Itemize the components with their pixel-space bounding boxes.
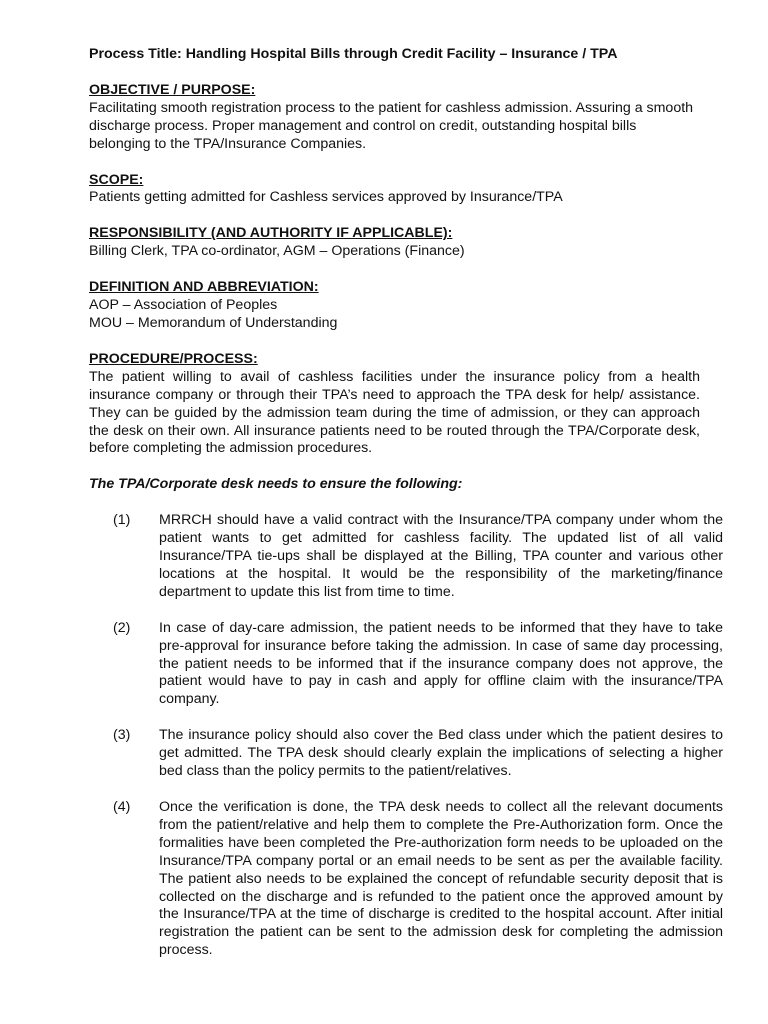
- list-item: [113, 799, 723, 960]
- objective-text: Facilitating smooth registration process to the patient for cashless admission. Assuring a smooth discharge process. Proper management and control on credit, outstanding hospital bills belonging to the TPA/Insurance Companies.: [89, 99, 694, 152]
- procedure-text: The patient willing to avail of cashless facilities under the insurance policy from a health insurance company or through their TPA’s need to approach the TPA desk for help/ assistance. They can be guided by the admission team during the time of admission, or they can approach the desk on their own. All insurance patients need to be routed through the TPA/Corporate desk, before completing the admission procedures.: [89, 368, 700, 457]
- list-item: [113, 512, 723, 602]
- list-item-number: (4): [113, 799, 131, 815]
- definition-item: MOU – Memorandum of Understanding: [89, 314, 338, 331]
- objective-section: [89, 82, 700, 154]
- scope-heading: SCOPE:: [89, 171, 144, 188]
- definitions-list: [89, 297, 700, 333]
- list-item-text: In case of day-care admission, the patient needs to be informed that they have to take pre-approval for insurance before taking the admission. In case of same day processing, the patient needs to be informed that if the insurance company does not approve, the patient would have to pay in cash and apply for offline claim with the insurance/TPA company.: [159, 619, 723, 708]
- responsibility-section: [89, 225, 700, 261]
- list-item-number: (2): [113, 619, 131, 636]
- objective-heading: OBJECTIVE / PURPOSE:: [89, 81, 256, 98]
- procedure-section: [89, 351, 700, 458]
- scope-section: [89, 172, 700, 208]
- procedure-heading: PROCEDURE/PROCESS:: [89, 350, 258, 367]
- list-item: [113, 619, 723, 710]
- list-item-text: The insurance policy should also cover the Bed class under which the patient desires to get admitted. The TPA desk should clearly explain the implications of selecting a higher bed class than the policy permits to the patient/relatives.: [159, 727, 723, 780]
- responsibility-text: Billing Clerk, TPA co-ordinator, AGM – Operations (Finance): [89, 243, 465, 260]
- scope-text: Patients getting admitted for Cashless services approved by Insurance/TPA: [89, 189, 563, 206]
- process-title: Process Title: Handling Hospital Bills through Credit Facility – Insurance / TPA: [89, 46, 618, 62]
- definitions-section: [89, 279, 700, 333]
- definition-item: AOP – Association of Peoples: [89, 297, 278, 314]
- desk-subheading: The TPA/Corporate desk needs to ensure the following:: [89, 476, 463, 493]
- list-item: [113, 727, 723, 781]
- document-page: [89, 46, 723, 978]
- list-item-number: (1): [113, 512, 131, 529]
- steps-list: [89, 512, 723, 960]
- list-item-text: MRRCH should have a valid contract with the Insurance/TPA company under whom the patient wants to get admitted for cashless facility. The updated list of all valid Insurance/TPA tie-ups shall be displayed at the Billing, TPA counter and various other locations at the hospital. It would be the responsibility of the marketing/finance department to update this list from time to time.: [159, 512, 723, 600]
- definitions-heading: DEFINITION AND ABBREVIATION:: [89, 279, 319, 296]
- list-item-number: (3): [113, 727, 131, 744]
- list-item-text: Once the verification is done, the TPA desk needs to collect all the relevant documents from the patient/relative and help them to complete the Pre-Authorization form. Once the formalities have been completed the Pre-authorization form needs to be uploaded on the Insurance/TPA company portal or an email needs to be sent as per the available facility. The patient also needs to be explained the concept of refundable security deposit that is collected on the discharge and is refunded to the patient once the approved amount by the Insurance/TPA at the time of discharge is credited to the hospital account. After initial registration the patient can be sent to the admission desk for completing the admission process.: [159, 799, 723, 959]
- responsibility-heading: RESPONSIBILITY (AND AUTHORITY IF APPLICABLE):: [89, 225, 453, 242]
